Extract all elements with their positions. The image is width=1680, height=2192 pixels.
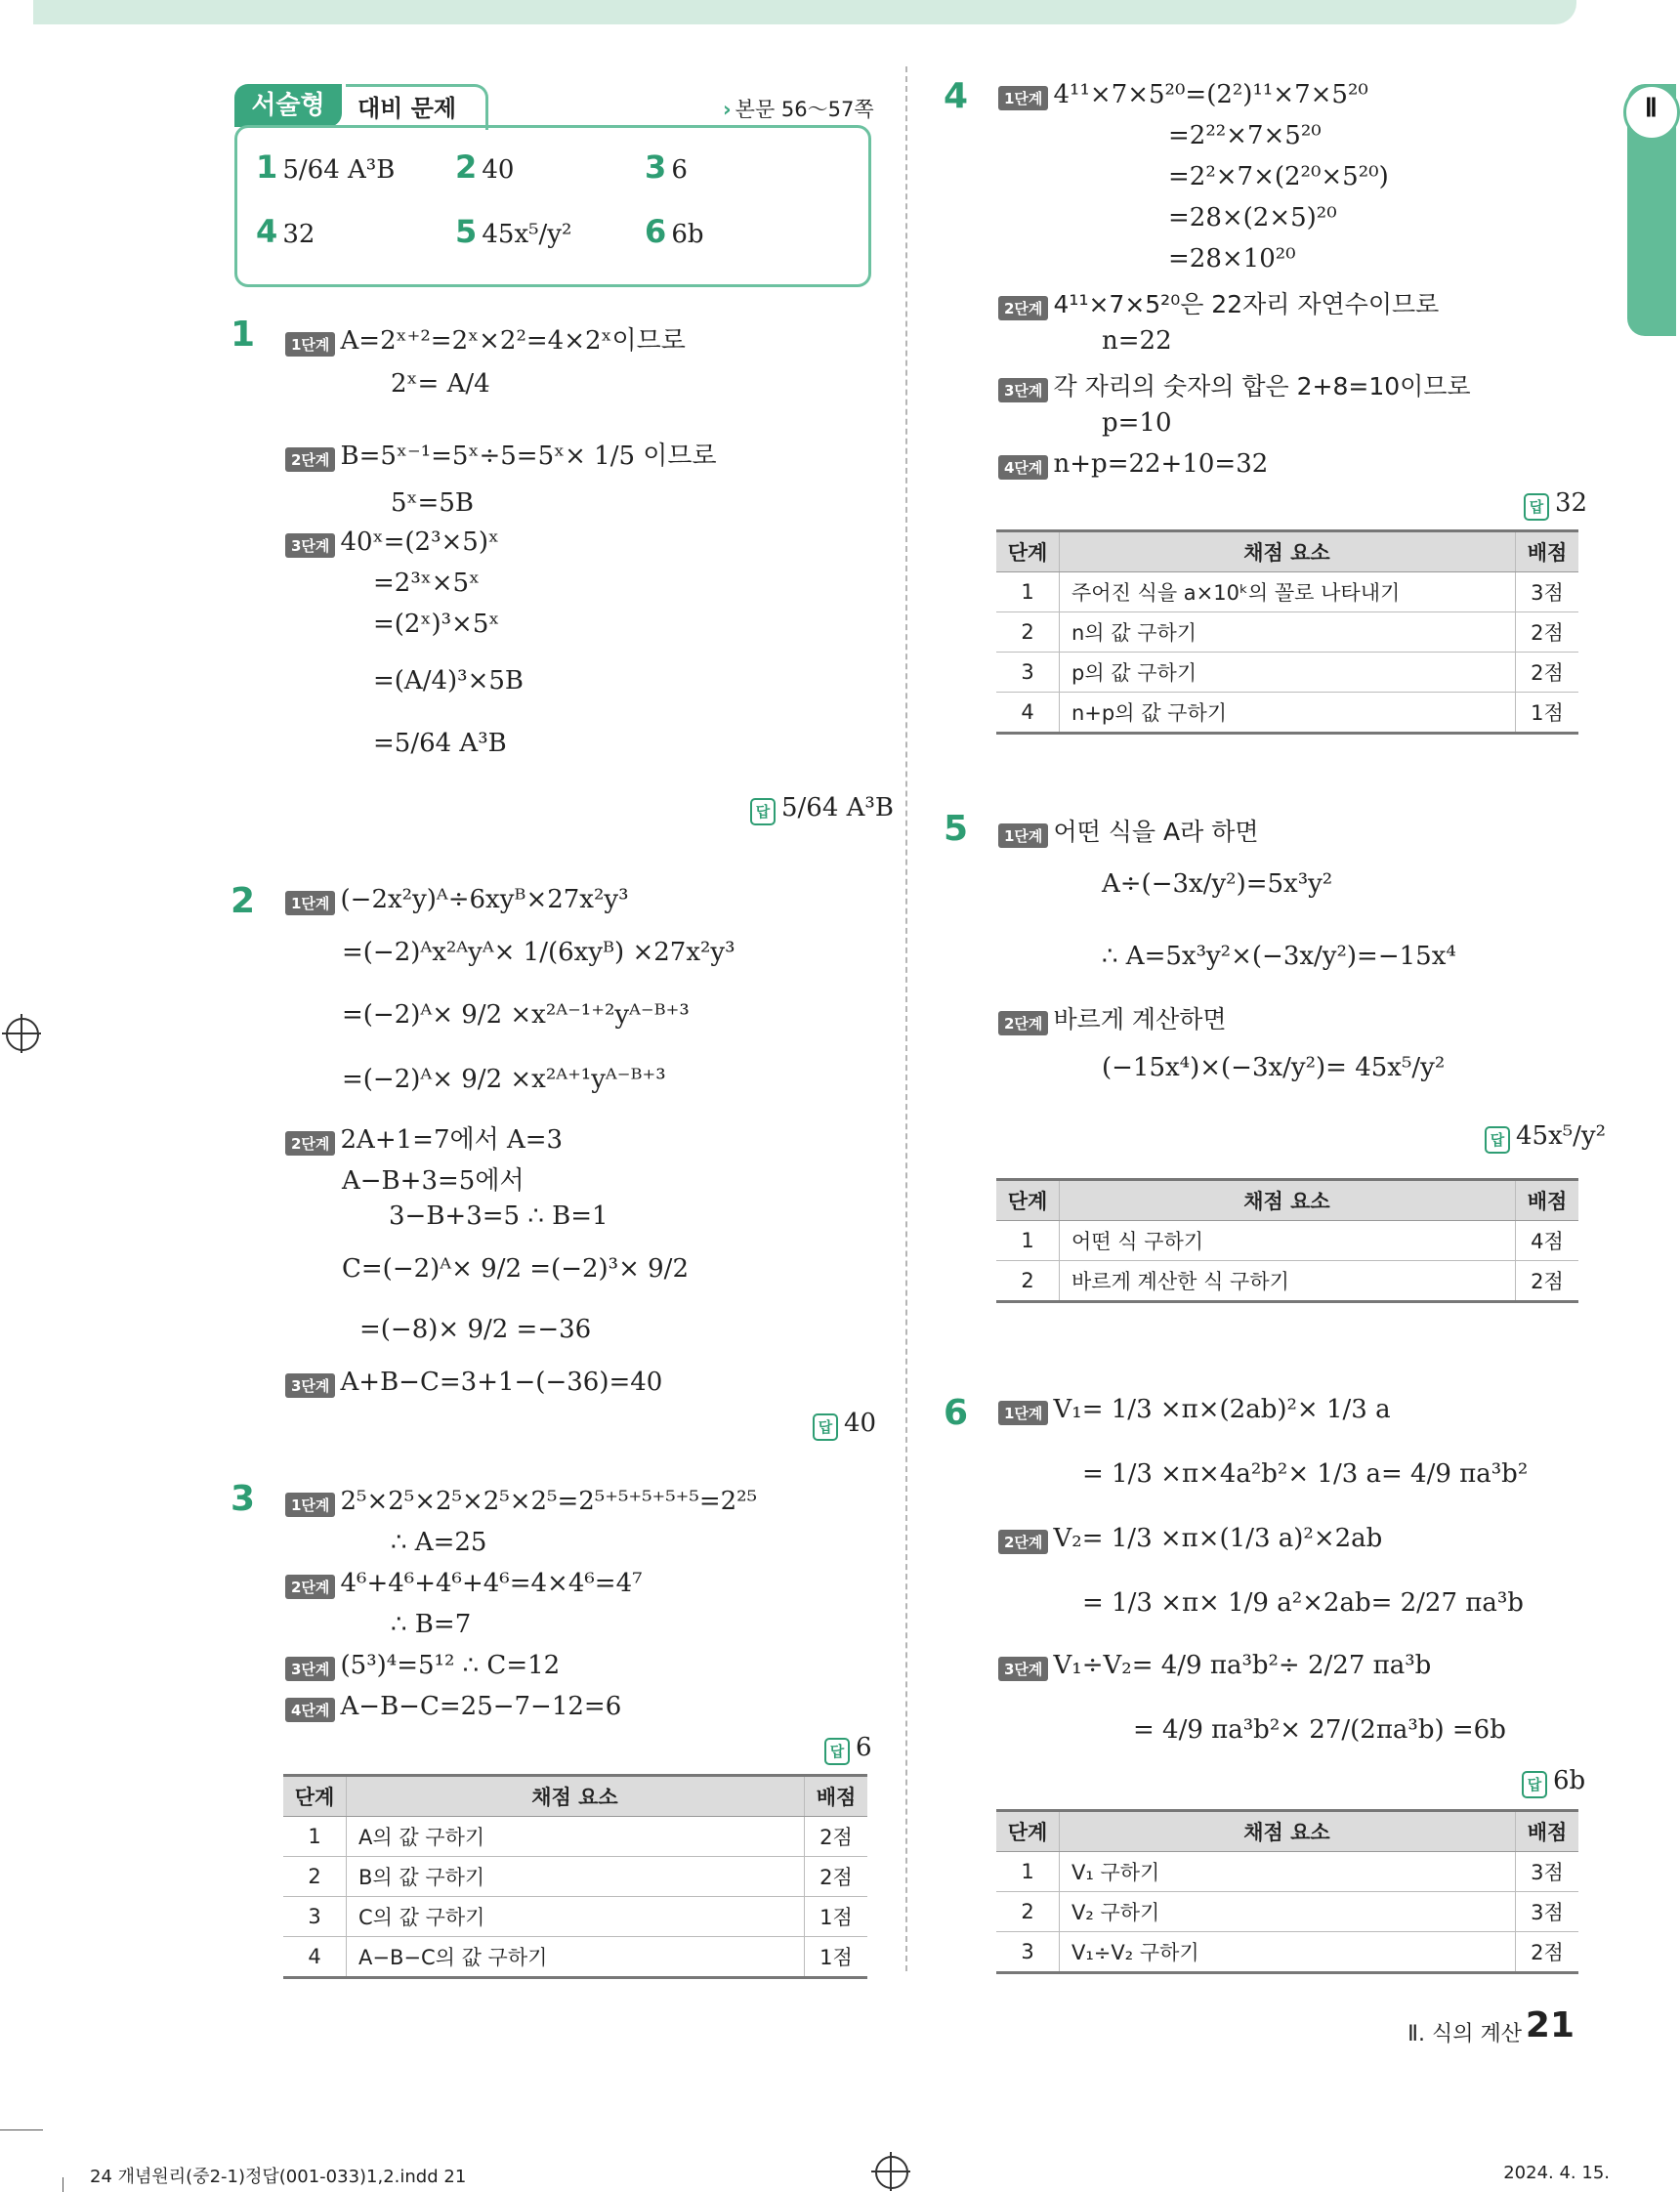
step-badge: 3단계 [285, 1657, 335, 1681]
step-line: 1단계 (−2x²y)ᴬ÷6xyᴮ×27x²y³ [285, 885, 629, 915]
step-badge: 2단계 [285, 1575, 335, 1599]
step-line: 5ˣ=5B [391, 488, 474, 518]
column-divider [905, 66, 907, 1971]
step-line: =5/64 A³B [373, 729, 507, 758]
answer-icon: 답 [1524, 493, 1549, 521]
step-line: =(−2)ᴬ× 9/2 ×x²ᴬ⁺¹yᴬ⁻ᴮ⁺³ [342, 1065, 666, 1094]
step-badge: 2단계 [998, 1011, 1048, 1035]
question-number: 1 [231, 315, 256, 355]
chevron-right-icon: › [723, 98, 732, 121]
textbook-reference: › 본문 56～57쪽 [723, 98, 874, 121]
step-line: 1단계 4¹¹×7×5²⁰=(2²)¹¹×7×5²⁰ [998, 80, 1368, 110]
table-row: 2 B의 값 구하기 2점 [283, 1857, 867, 1897]
print-date: 2024. 4. 15. [1503, 2163, 1610, 2183]
top-band [33, 0, 1576, 24]
step-line: ∴ A=5x³y²×(−3x/y²)=−15x⁴ [1102, 942, 1456, 971]
step-badge: 1단계 [285, 891, 335, 915]
question-number: 6 [944, 1393, 969, 1433]
answer-icon: 답 [824, 1738, 850, 1765]
file-slug: 24 개념원리(중2-1)정답(001-033)1,2.indd 21 [90, 2167, 467, 2187]
step-badge: 2단계 [998, 296, 1048, 320]
step-line: =28×(2×5)²⁰ [1168, 203, 1337, 232]
question-number: 4 [944, 76, 969, 116]
answer-summary-5: 5 45x⁵/y² [455, 213, 572, 250]
step-line: =(−8)× 9/2 =−36 [359, 1315, 592, 1344]
section-pill: 서술형 [234, 84, 342, 127]
step-line: C=(−2)ᴬ× 9/2 =(−2)³× 9/2 [342, 1254, 689, 1284]
answer-icon: 답 [1485, 1126, 1510, 1154]
step-line: =2²²×7×5²⁰ [1168, 121, 1322, 150]
section-title: 대비 문제 [346, 84, 488, 130]
registration-mark-icon [6, 1018, 39, 1051]
step-line: 3단계 40ˣ=(2³×5)ˣ [285, 527, 499, 558]
answer-icon: 답 [813, 1413, 838, 1441]
scoring-table: 단계 채점 요소 배점 1 V₁ 구하기 3점 2 V₂ 구하기 3점 3 V₁÷V₂ 구하기 2점 [996, 1809, 1578, 1974]
step-line: =(2ˣ)³×5ˣ [373, 610, 500, 639]
final-answer: 답 40 [813, 1409, 876, 1441]
step-line: A−B+3=5에서 [342, 1166, 525, 1196]
step-line: A÷(−3x/y²)=5x³y² [1102, 869, 1333, 899]
step-line: 1단계 어떤 식을 A라 하면 [998, 813, 1259, 848]
page-number: 21 [1525, 2005, 1575, 2045]
step-line: 1단계 2⁵×2⁵×2⁵×2⁵×2⁵=2⁵⁺⁵⁺⁵⁺⁵⁺⁵=2²⁵ [285, 1487, 757, 1517]
step-line: (−15x⁴)×(−3x/y²)= 45x⁵/y² [1102, 1053, 1446, 1082]
step-badge: 2단계 [285, 1131, 335, 1156]
step-line: =(−2)ᴬ× 9/2 ×x²ᴬ⁻¹⁺²yᴬ⁻ᴮ⁺³ [342, 1000, 690, 1030]
step-badge: 3단계 [998, 378, 1048, 402]
step-line: 3단계 각 자리의 숫자의 합은 2+8=10이므로 [998, 367, 1471, 402]
answer-icon: 답 [750, 798, 776, 825]
table-row: 3 V₁÷V₂ 구하기 2점 [996, 1932, 1578, 1973]
answer-summary-1: 1 5/64 A³B [256, 148, 396, 186]
step-line: 3−B+3=5 ∴ B=1 [389, 1201, 609, 1231]
final-answer: 답 6b [1522, 1766, 1585, 1798]
step-badge: 4단계 [285, 1698, 335, 1722]
step-line: ∴ A=25 [391, 1528, 487, 1557]
step-line: 2단계 4¹¹×7×5²⁰은 22자리 자연수이므로 [998, 285, 1439, 320]
step-line: n=22 [1102, 326, 1172, 356]
step-badge: 1단계 [998, 823, 1048, 848]
step-line: =28×10²⁰ [1168, 244, 1296, 274]
step-line: =(−2)ᴬx²ᴬyᴬ× 1/(6xyᴮ) ×27x²y³ [342, 938, 735, 967]
step-line: 3단계 A+B−C=3+1−(−36)=40 [285, 1368, 662, 1398]
question-number: 2 [231, 881, 256, 921]
answer-icon: 답 [1522, 1771, 1547, 1798]
step-line: 1단계 A=2ˣ⁺²=2ˣ×2²=4×2ˣ이므로 [285, 320, 686, 357]
step-line: 2단계 V₂= 1/3 ×π×(1/3 a)²×2ab [998, 1524, 1382, 1554]
step-badge: 1단계 [998, 1401, 1048, 1425]
step-line: p=10 [1102, 408, 1172, 438]
registration-mark-icon [875, 2156, 908, 2189]
step-line: 2단계 B=5ˣ⁻¹=5ˣ÷5=5ˣ× 1/5 이므로 [285, 436, 717, 472]
crop-line [0, 2129, 43, 2130]
step-line: 2단계 4⁶+4⁶+4⁶+4⁶=4×4⁶=4⁷ [285, 1569, 643, 1599]
step-line: =(A/4)³×5B [373, 666, 525, 696]
step-line: =2³ˣ×5ˣ [373, 569, 481, 598]
step-line: = 1/3 ×π× 1/9 a²×2ab= 2/27 πa³b [1082, 1588, 1524, 1618]
chapter-side-label: Ⅱ [1645, 94, 1658, 122]
step-badge: 1단계 [998, 86, 1048, 110]
table-row: 3 p의 값 구하기 2점 [996, 653, 1578, 693]
step-badge: 1단계 [285, 1493, 335, 1517]
scoring-table: 단계 채점 요소 배점 1 어떤 식 구하기 4점 2 바르게 계산한 식 구하기 2점 [996, 1178, 1578, 1303]
table-row: 1 주어진 식을 a×10ᵏ의 꼴로 나타내기 3점 [996, 572, 1578, 612]
final-answer: 답 45x⁵/y² [1485, 1121, 1606, 1154]
table-row: 1 V₁ 구하기 3점 [996, 1852, 1578, 1892]
step-line: 4단계 A−B−C=25−7−12=6 [285, 1692, 621, 1722]
scoring-table: 단계 채점 요소 배점 1 A의 값 구하기 2점 2 B의 값 구하기 2점 3 C의 값 구하기 1점 4 A−B−C의 값 구하기 1점 [283, 1774, 867, 1979]
step-badge: 2단계 [998, 1530, 1048, 1554]
table-row: 2 V₂ 구하기 3점 [996, 1892, 1578, 1932]
step-line: 1단계 V₁= 1/3 ×π×(2ab)²× 1/3 a [998, 1395, 1391, 1425]
step-line: 3단계 V₁÷V₂= 4/9 πa³b²÷ 2/27 πa³b [998, 1651, 1431, 1681]
final-answer: 답 6 [824, 1733, 872, 1765]
step-badge: 3단계 [285, 1373, 335, 1398]
answer-summary-6: 6 6b [645, 213, 704, 250]
table-row: 1 A의 값 구하기 2점 [283, 1817, 867, 1857]
step-line: 2ˣ= A/4 [391, 369, 490, 399]
answer-summary-4: 4 32 [256, 213, 315, 250]
table-row: 2 바르게 계산한 식 구하기 2점 [996, 1261, 1578, 1302]
step-line: = 4/9 πa³b²× 27/(2πa³b) =6b [1133, 1715, 1506, 1745]
answer-summary-2: 2 40 [455, 148, 515, 186]
final-answer: 답 32 [1524, 488, 1587, 521]
question-number: 5 [944, 809, 969, 849]
answer-summary-3: 3 6 [645, 148, 688, 186]
step-badge: 3단계 [285, 533, 335, 558]
chapter-title: Ⅱ. 식의 계산 [1407, 2022, 1522, 2046]
table-row: 3 C의 값 구하기 1점 [283, 1897, 867, 1937]
table-row: 1 어떤 식 구하기 4점 [996, 1221, 1578, 1261]
step-badge: 3단계 [998, 1657, 1048, 1681]
step-line: 4단계 n+p=22+10=32 [998, 449, 1268, 480]
step-line: =2²×7×(2²⁰×5²⁰) [1168, 162, 1389, 191]
table-row: 2 n의 값 구하기 2점 [996, 612, 1578, 653]
final-answer: 답 5/64 A³B [750, 793, 894, 825]
step-badge: 2단계 [285, 447, 335, 472]
step-line: 3단계 (5³)⁴=5¹² ∴ C=12 [285, 1651, 560, 1681]
step-line: ∴ B=7 [391, 1610, 472, 1639]
step-line: 2단계 바르게 계산하면 [998, 1000, 1227, 1035]
step-badge: 4단계 [998, 455, 1048, 480]
step-line: = 1/3 ×π×4a²b²× 1/3 a= 4/9 πa³b² [1082, 1459, 1529, 1489]
step-line: 2단계 2A+1=7에서 A=3 [285, 1119, 563, 1156]
step-badge: 1단계 [285, 332, 335, 357]
scoring-table: 단계 채점 요소 배점 1 주어진 식을 a×10ᵏ의 꼴로 나타내기 3점 2 n의 값 구하기 2점 3 p의 값 구하기 2점 4 n+p의 값 구하기 1점 [996, 529, 1578, 735]
table-row: 4 A−B−C의 값 구하기 1점 [283, 1937, 867, 1978]
table-row: 4 n+p의 값 구하기 1점 [996, 693, 1578, 734]
question-number: 3 [231, 1479, 256, 1519]
